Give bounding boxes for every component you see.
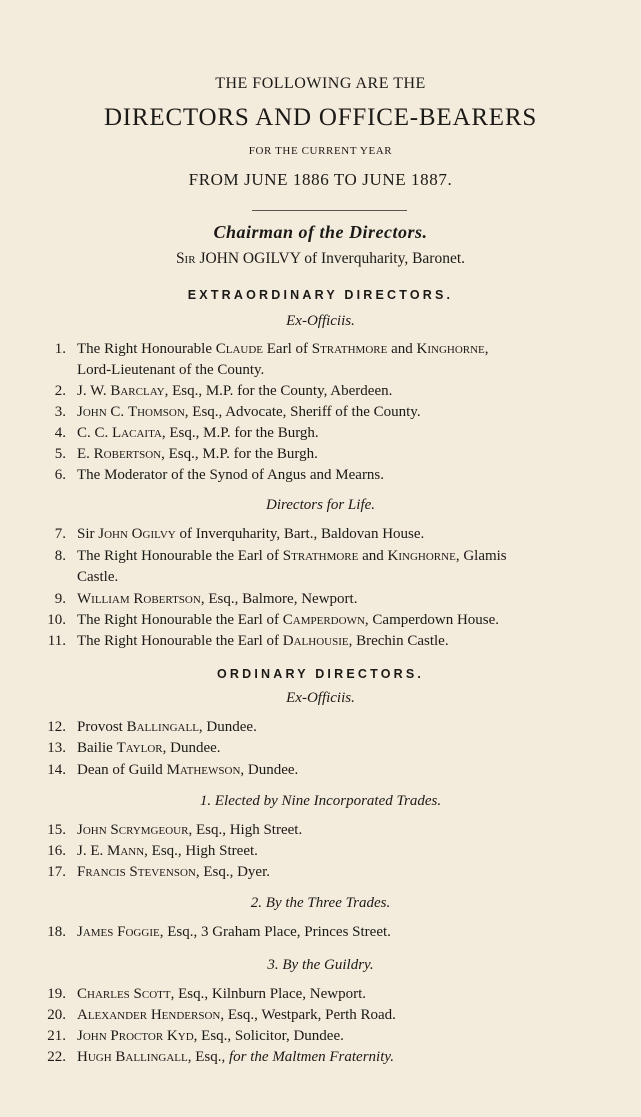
ordinary-directors-heading: ORDINARY DIRECTORS. [216, 667, 425, 681]
section-heading-three-trades: 2. By the Three Trades. [250, 895, 391, 911]
date-range: FROM JUNE 1886 TO JUNE 1887. [188, 170, 453, 189]
chairman-name [0, 250, 641, 268]
chairman-title: Sir [175, 250, 196, 267]
list-item-continuation: Castle. [77, 569, 119, 585]
intro-line: THE FOLLOWING ARE THE [215, 75, 426, 92]
ex-officiis-label: Ex-Officiis. [286, 313, 355, 329]
document-page: THE FOLLOWING ARE THE DIRECTORS AND OFFICE-BEARERS FOR THE CURRENT YEAR FROM JUNE 1886 TO JUNE 1887. Chairman of the Directors. Sir JOHN OGILVY of Inverquharity, Baronet. EXTRAORDINARY DIRECTORS. Ex-Officiis. 1. The Right Honourable Claude Earl of Strathmore and Kinghorne, Lord-Lieutenant of the County. 2. J. W. Barclay, Esq., M.P. for the County, Aberdeen. 3. John C. Thomson, Esq., Advocate, Sheriff of the County. 4. C. C. Lacaita, Esq., M.P. for the Burgh. 5. E. Robertson, Esq., M.P. for the Burgh. 6. The Moderator of the Synod of Angus and Mearns. Directors for Life. 7. Sir John Ogilvy of Inverquharity, Bart., Baldovan House. 8. The Right Honourable the Earl of Strathmore and Kinghorne, Glamis Castle. 9. William Robertson, Esq., Balmore, Newport. 10. The Right Honourable the Earl of Camperdown, Camperdown House. 11. The Right Honourable the Earl of Dalhousie, Brechin Castle. ORDINARY DIRECTORS. Ex-Officiis. 12. Provost Ballingall, Dundee. 13. Bailie Taylor, Dundee. 14. Dean of Guild Mathewson, Dundee. 1. Elected by Nine Incorporated Trades. 15. John Scrymgeour, Esq., High Street. 16. J. E. Mann, Esq., High Street. 17. Francis Stevenson, Esq., Dyer. 2. By the Three Trades. 18. James Foggie, Esq., 3 Graham Place, Princes Street. 3. By the Guildry. 19. Charles Scott, Esq., Kilnburn Place, Newport. 20. Alexander Henderson, Esq., Westpark, Perth Road. 21. John Proctor Kyd, Esq., Solicitor, Dundee. 22. Hugh Ballingall, Esq., for the Maltmen Fraternity. [0, 0, 641, 1117]
divider-rule [252, 210, 407, 211]
section-heading-incorporated-trades: 1. Elected by Nine Incorporated Trades. [199, 793, 442, 809]
section-heading-guildry: 3. By the Guildry. [267, 957, 374, 973]
extraordinary-directors-heading: EXTRAORDINARY DIRECTORS. [187, 288, 454, 302]
page-title: DIRECTORS AND OFFICE-BEARERS [103, 104, 538, 131]
list-item-continuation: Lord-Lieutenant of the County. [77, 362, 265, 378]
ex-officiis-label: Ex-Officiis. [286, 690, 355, 706]
subtitle-current-year: FOR THE CURRENT YEAR [248, 145, 393, 157]
chairman-heading: Chairman of the Directors. [213, 222, 428, 242]
directors-for-life-heading: Directors for Life. [265, 497, 376, 513]
chairman-name-text: JOHN OGILVY of Inverquharity, Baronet. [199, 250, 466, 267]
